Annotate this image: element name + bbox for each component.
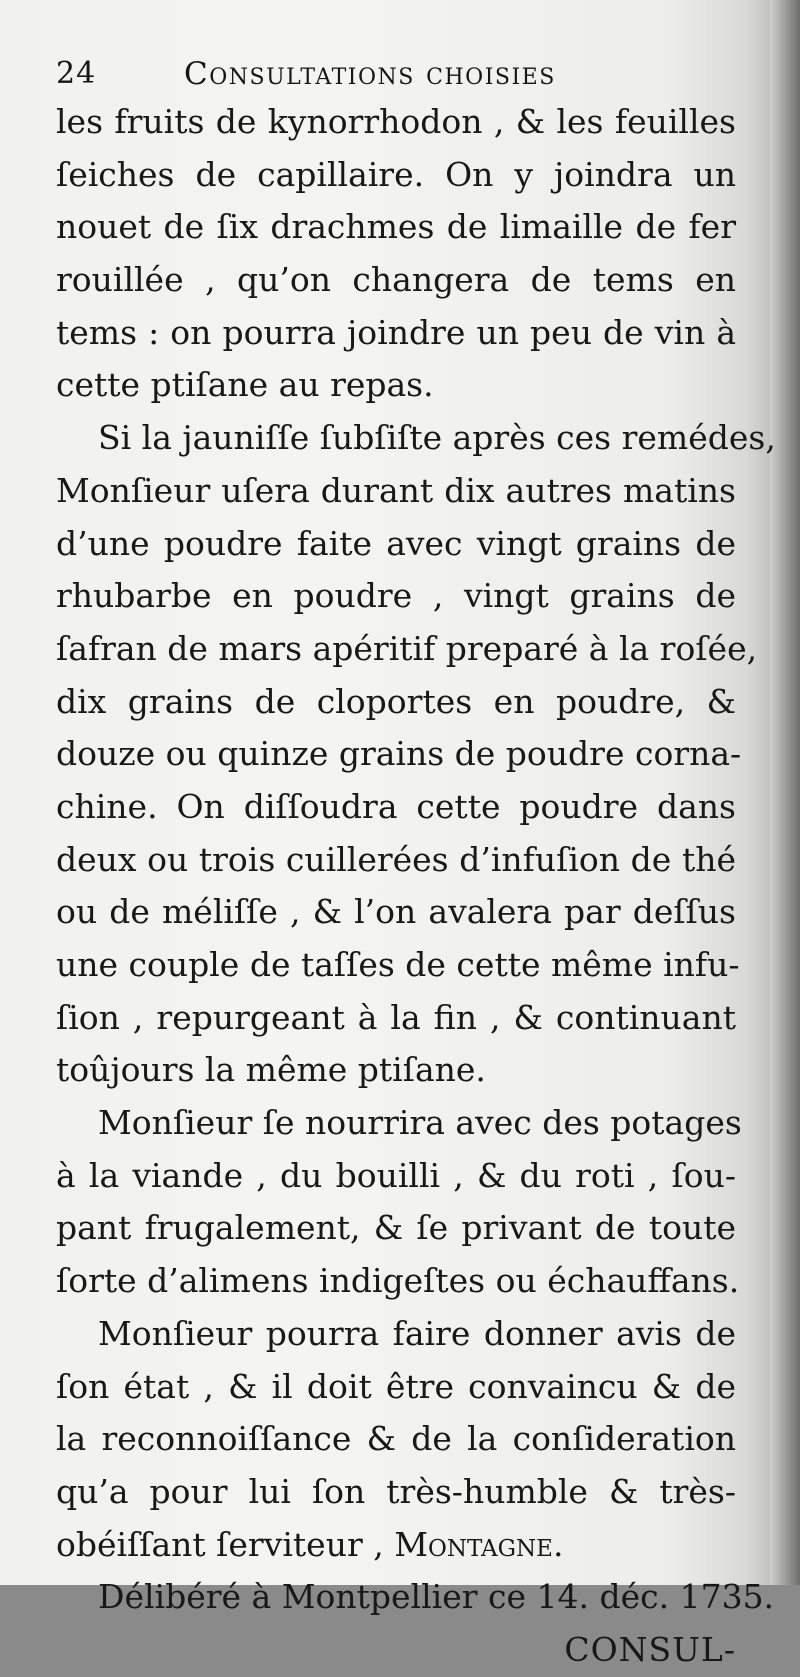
catchword-line bbox=[56, 1624, 736, 1677]
text-line: rhubarbe en poudre , vingt grains de bbox=[56, 576, 736, 616]
text-line: chine. On diſſoudra cette poudre dans bbox=[56, 786, 736, 826]
text-line: ſon état , & il doit être convaincu & de bbox=[56, 1366, 736, 1406]
text-line: Monſieur pourra faire donner avis de bbox=[98, 1313, 736, 1353]
text-line: ſeiches de capillaire. On y joindra un bbox=[56, 154, 736, 194]
text-line: cette ptiſane au repas. bbox=[56, 365, 434, 405]
text-line: ou de méliſſe , & l’on avalera par deſſus bbox=[56, 892, 736, 932]
running-head: Consultations choisies bbox=[184, 56, 556, 92]
text-line: les fruits de kynorrhodon , & les feuilles bbox=[56, 102, 736, 141]
text-line: Si la jauniſſe ſubſiſte après ces remédes, bbox=[98, 418, 776, 458]
body-text bbox=[56, 96, 776, 1677]
text-line: d’une poudre faite avec vingt grains de bbox=[56, 523, 736, 563]
text-line: ſion , repurgeant à la fin , & continuant bbox=[56, 997, 736, 1037]
catchword: CONSUL- bbox=[564, 1629, 736, 1669]
text-line: obéiſſant ſerviteur , bbox=[56, 1524, 395, 1564]
text-line: une couple de taſſes de cette même infu- bbox=[56, 945, 740, 984]
page-header bbox=[56, 52, 736, 102]
text-line: nouet de ſix drachmes de limaille de fer bbox=[56, 207, 736, 247]
text-line: qu’a pour lui ſon très-humble & très- bbox=[56, 1471, 736, 1511]
text-line: deux ou trois cuillerées d’infuſion de thé bbox=[56, 839, 736, 879]
signature-line bbox=[56, 1519, 736, 1572]
text-line: pant frugalement, & ſe privant de toute bbox=[56, 1208, 736, 1248]
text-line: douze ou quinze grains de poudre corna- bbox=[56, 734, 742, 774]
text-line: ſorte d’alimens indigeſtes ou échauffans. bbox=[56, 1261, 740, 1301]
text-line: à la viande , du bouilli , & du roti , ſou- bbox=[56, 1155, 736, 1195]
text-line: toûjours la même ptiſane. bbox=[56, 1050, 486, 1090]
text-line: la reconnoiſſance & de la conſideration bbox=[56, 1419, 736, 1459]
text-line: tems : on pourra joindre un peu de vin à bbox=[56, 312, 736, 352]
text-line: Monſieur uſera durant dix autres matins bbox=[56, 470, 736, 510]
date-line: Délibéré à Montpellier ce 14. déc. 1735. bbox=[98, 1577, 775, 1617]
text-line: dix grains de cloportes en poudre, & bbox=[56, 681, 736, 721]
page-number: 24 bbox=[56, 56, 97, 91]
page-gutter-shadow bbox=[770, 0, 800, 1585]
text-line: ſafran de mars apéritif preparé à la roſée, bbox=[56, 628, 758, 668]
text-line: rouillée , qu’on changera de tems en bbox=[56, 260, 736, 300]
signature: Montagne. bbox=[394, 1524, 564, 1564]
text-line: Monſieur ſe nourrira avec des potages bbox=[98, 1103, 742, 1143]
